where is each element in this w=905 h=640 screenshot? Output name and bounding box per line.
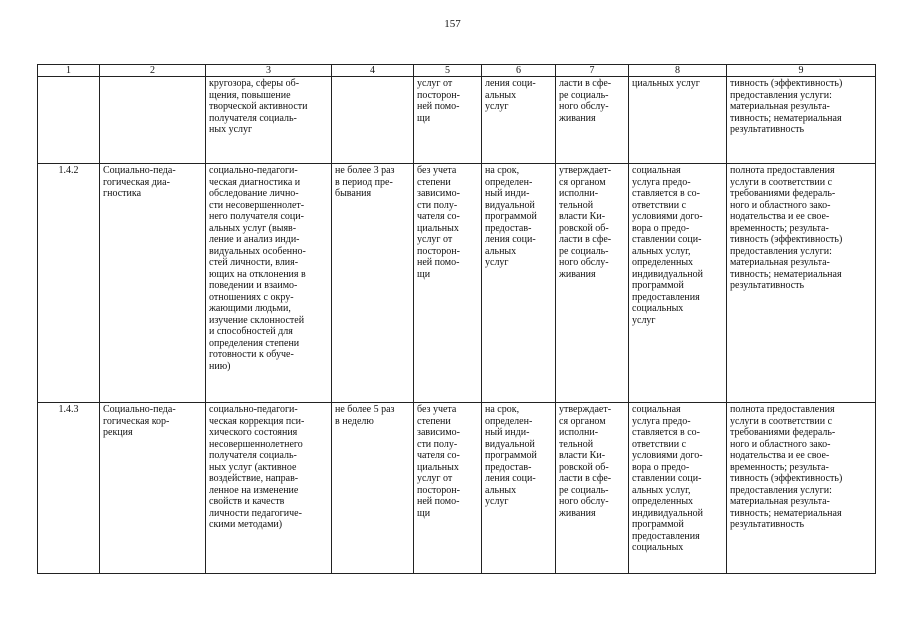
column-header: 2 xyxy=(100,65,206,77)
services-table xyxy=(37,64,876,574)
table-row-1-4-2 xyxy=(38,164,876,403)
cell-conditions: социальная услуга предо- ставляется в со- ответствии с условиями дого- вора о предо- ставлении соци- альных услуг, определенных индивидуальной программой предоставления социальных xyxy=(629,403,727,574)
cell-dependency: услуг от посторон- ней помо- щи xyxy=(414,77,482,164)
column-header: 3 xyxy=(206,65,332,77)
table-row-1-4-3 xyxy=(38,403,876,574)
table-row-continuation xyxy=(38,77,876,164)
cell-quality-indicators: полнота предоставления услуги в соответствии с требованиями федераль- ного и областного зако- нодательства и ее свое- временность; результа- тивность (эффективность) предоставления услуги: материальная результа- тивность; нематериальная результативность xyxy=(727,164,876,403)
cell-frequency: не более 5 раз в неделю xyxy=(332,403,414,574)
cell-service-name: Социально-педа- гогическая диа- гностика xyxy=(100,164,206,403)
cell-number: 1.4.3 xyxy=(38,403,100,574)
cell-quality-indicators: тивность (эффективность) предоставления услуги: материальная результа- тивность; нематериальная результативность xyxy=(727,77,876,164)
cell-service-description: кругозора, сферы об- щения, повышение творческой активности получателя социаль- ных услуг xyxy=(206,77,332,164)
cell-tariff: ласти в сфе- ре социаль- ного обслу- живания xyxy=(556,77,629,164)
cell-quality-indicators: полнота предоставления услуги в соответствии с требованиями федераль- ного и областного зако- нодательства и ее свое- временность; результа- тивность (эффективность) предоставления услуги: материальная результа- тивность; нематериальная результативность xyxy=(727,403,876,574)
cell-service-description: социально-педагоги- ческая диагностика и обследование лично- сти несовершеннолет- него получателя соци- альных услуг (выяв- ление и анализ инди- видуальных особенно- стей личности, влия- ющих на отклонения в поведении и взаимо- отношениях с окру- жающими людьми, изучение склонностей и способностей для определения степени готовности к обуче- нию) xyxy=(206,164,332,403)
cell-service-description: социально-педагоги- ческая коррекция пси- хического состояния несовершеннолетнего получателя социаль- ных услуг (активное воздействие, направ- ленное на изменение свойств и качеств личности педагогиче- скими методами) xyxy=(206,403,332,574)
column-header: 5 xyxy=(414,65,482,77)
cell-term: ления соци- альных услуг xyxy=(482,77,556,164)
column-header: 4 xyxy=(332,65,414,77)
cell-frequency xyxy=(332,77,414,164)
column-header: 6 xyxy=(482,65,556,77)
cell-conditions: циальных услуг xyxy=(629,77,727,164)
cell-number: 1.4.2 xyxy=(38,164,100,403)
cell-service-name: Социально-педа- гогическая кор- рекция xyxy=(100,403,206,574)
cell-number xyxy=(38,77,100,164)
page-number: 157 xyxy=(444,18,461,30)
cell-conditions: социальная услуга предо- ставляется в со- ответствии с условиями дого- вора о предо- ставлении соци- альных услуг, определенных индивидуальной программой предоставления социальных услуг xyxy=(629,164,727,403)
cell-tariff: утверждает- ся органом исполни- тельной власти Ки- ровской об- ласти в сфе- ре социаль- ного обслу- живания xyxy=(556,403,629,574)
cell-term: на срок, определен- ный инди- видуальной программой предостав- ления соци- альных услуг xyxy=(482,164,556,403)
column-header: 9 xyxy=(727,65,876,77)
cell-tariff: утверждает- ся органом исполни- тельной власти Ки- ровской об- ласти в сфе- ре социаль- ного обслу- живания xyxy=(556,164,629,403)
cell-service-name xyxy=(100,77,206,164)
cell-term: на срок, определен- ный инди- видуальной программой предостав- ления соци- альных услуг xyxy=(482,403,556,574)
cell-dependency: без учета степени зависимо- сти полу- чателя со- циальных услуг от посторон- ней помо- щи xyxy=(414,403,482,574)
cell-frequency: не более 3 раз в период пре- бывания xyxy=(332,164,414,403)
column-header: 8 xyxy=(629,65,727,77)
column-number-row xyxy=(38,65,876,77)
cell-dependency: без учета степени зависимо- сти полу- чателя со- циальных услуг от посторон- ней помо- щи xyxy=(414,164,482,403)
column-header: 1 xyxy=(38,65,100,77)
column-header: 7 xyxy=(556,65,629,77)
